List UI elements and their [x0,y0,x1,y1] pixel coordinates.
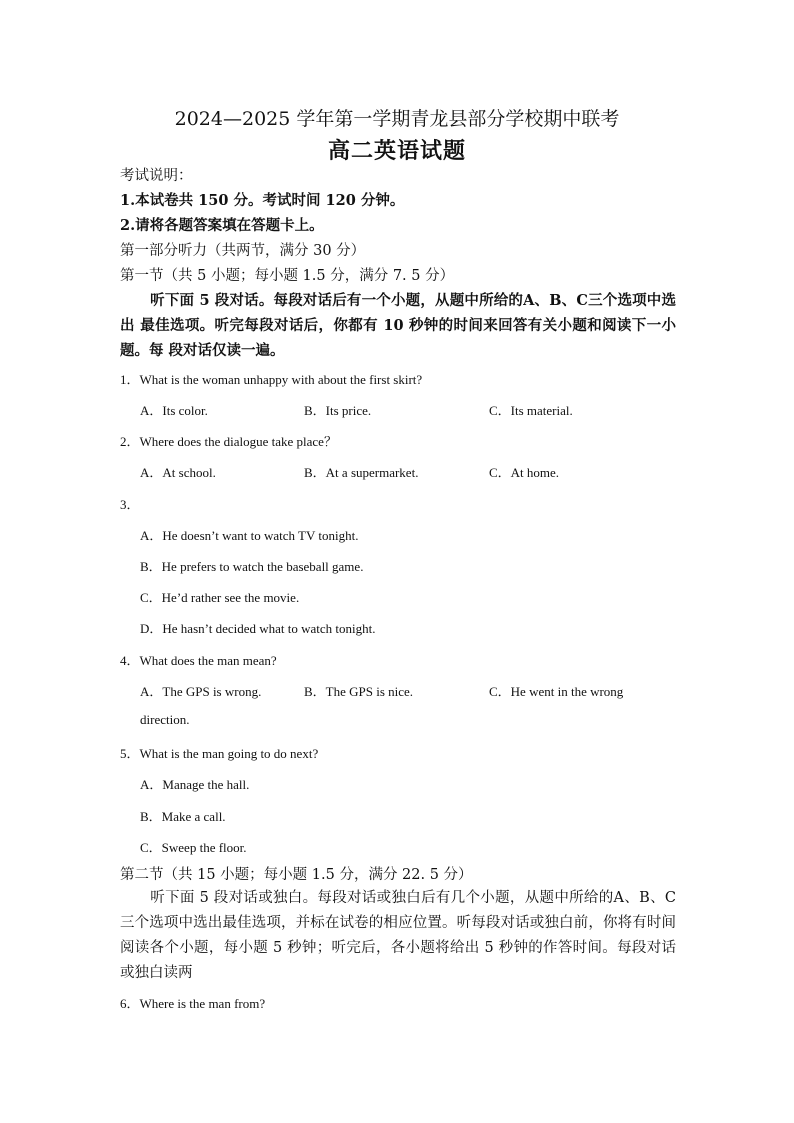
instructions-heading: 考试说明： [120,168,193,184]
question-2-option-c: C．At home. [489,465,560,480]
question-4-option-b: B．The GPS is nice. [304,684,414,699]
question-5-option-c: C．Sweep the floor. [140,840,247,855]
part1-title: 第一部分听力（共两节，满分 30 分） [120,243,366,259]
instruction-item-1: 1.本试卷共 150 分。考试时间 120 分钟。 [120,192,405,209]
question-5-option-b: B．Make a call. [140,809,226,824]
question-1-option-a: A．Its color. [140,403,208,418]
question-5-option-a: A．Manage the hall. [140,777,250,792]
question-1-stem: 1．What is the woman unhappy with about the first skirt? [120,372,423,387]
section2-title: 第二节（共 15 小题；每小题 1.5 分，满分 22. 5 分） [120,867,473,883]
question-5-stem: 5．What is the man going to do next? [120,746,319,761]
exam-title: 2024—2025 学年第一学期青龙县部分学校期中联考 [174,108,620,130]
question-3-option-d: D．He hasn’t decided what to watch tonight. [140,621,376,636]
question-3-option-c: C．He’d rather see the movie. [140,590,300,605]
exam-subtitle: 高二英语试题 [327,139,466,164]
instruction-item-2: 2.请将各题答案填在答题卡上。 [120,217,324,234]
question-2-stem: 2．Where does the dialogue take place？ [120,434,337,449]
question-6-stem: 6．Where is the man from? [120,996,266,1011]
question-4-stem: 4．What does the man mean? [120,653,277,668]
question-1-option-c: C．Its material. [489,403,573,418]
section1-directions [120,288,676,363]
section2-directions-text: 听下面 5 段对话或独白。每段对话或独白后有几个小题，从题中所给的A、B、C三个选项中选出最佳选项，并标在试卷的相应位置。听每段对话或独白前，你将有时间阅读各个小题，每小题 5 秒钟；听完后，各小题将给出 5 秒钟的作答时间。每段对话或独白读两 [120,890,676,981]
question-3-stem: 3． [120,497,140,512]
question-2-option-b: B．At a supermarket. [304,465,419,480]
question-4-option-c-continued: direction. [140,712,190,727]
question-4-option-c: C．He went in the wrong [489,684,624,699]
section1-title: 第一节（共 5 小题；每小题 1.5 分，满分 7. 5 分） [120,268,455,284]
section2-directions [120,886,676,986]
section1-directions-text: 听下面 5 段对话。每段对话后有一个小题，从题中所给的A、B、C三个选项中选出 最佳选项。听完每段对话后，你都有 10 秒钟的时间来回答有关小题和阅读下一小题。每 段对话仅读一遍。 [120,292,676,359]
question-1-option-b: B．Its price. [304,403,372,418]
question-4-option-a: A．The GPS is wrong. [140,684,262,699]
question-2-option-a: A．At school. [140,465,216,480]
question-3-option-b: B．He prefers to watch the baseball game. [140,559,364,574]
question-3-option-a: A．He doesn’t want to watch TV tonight. [140,528,359,543]
